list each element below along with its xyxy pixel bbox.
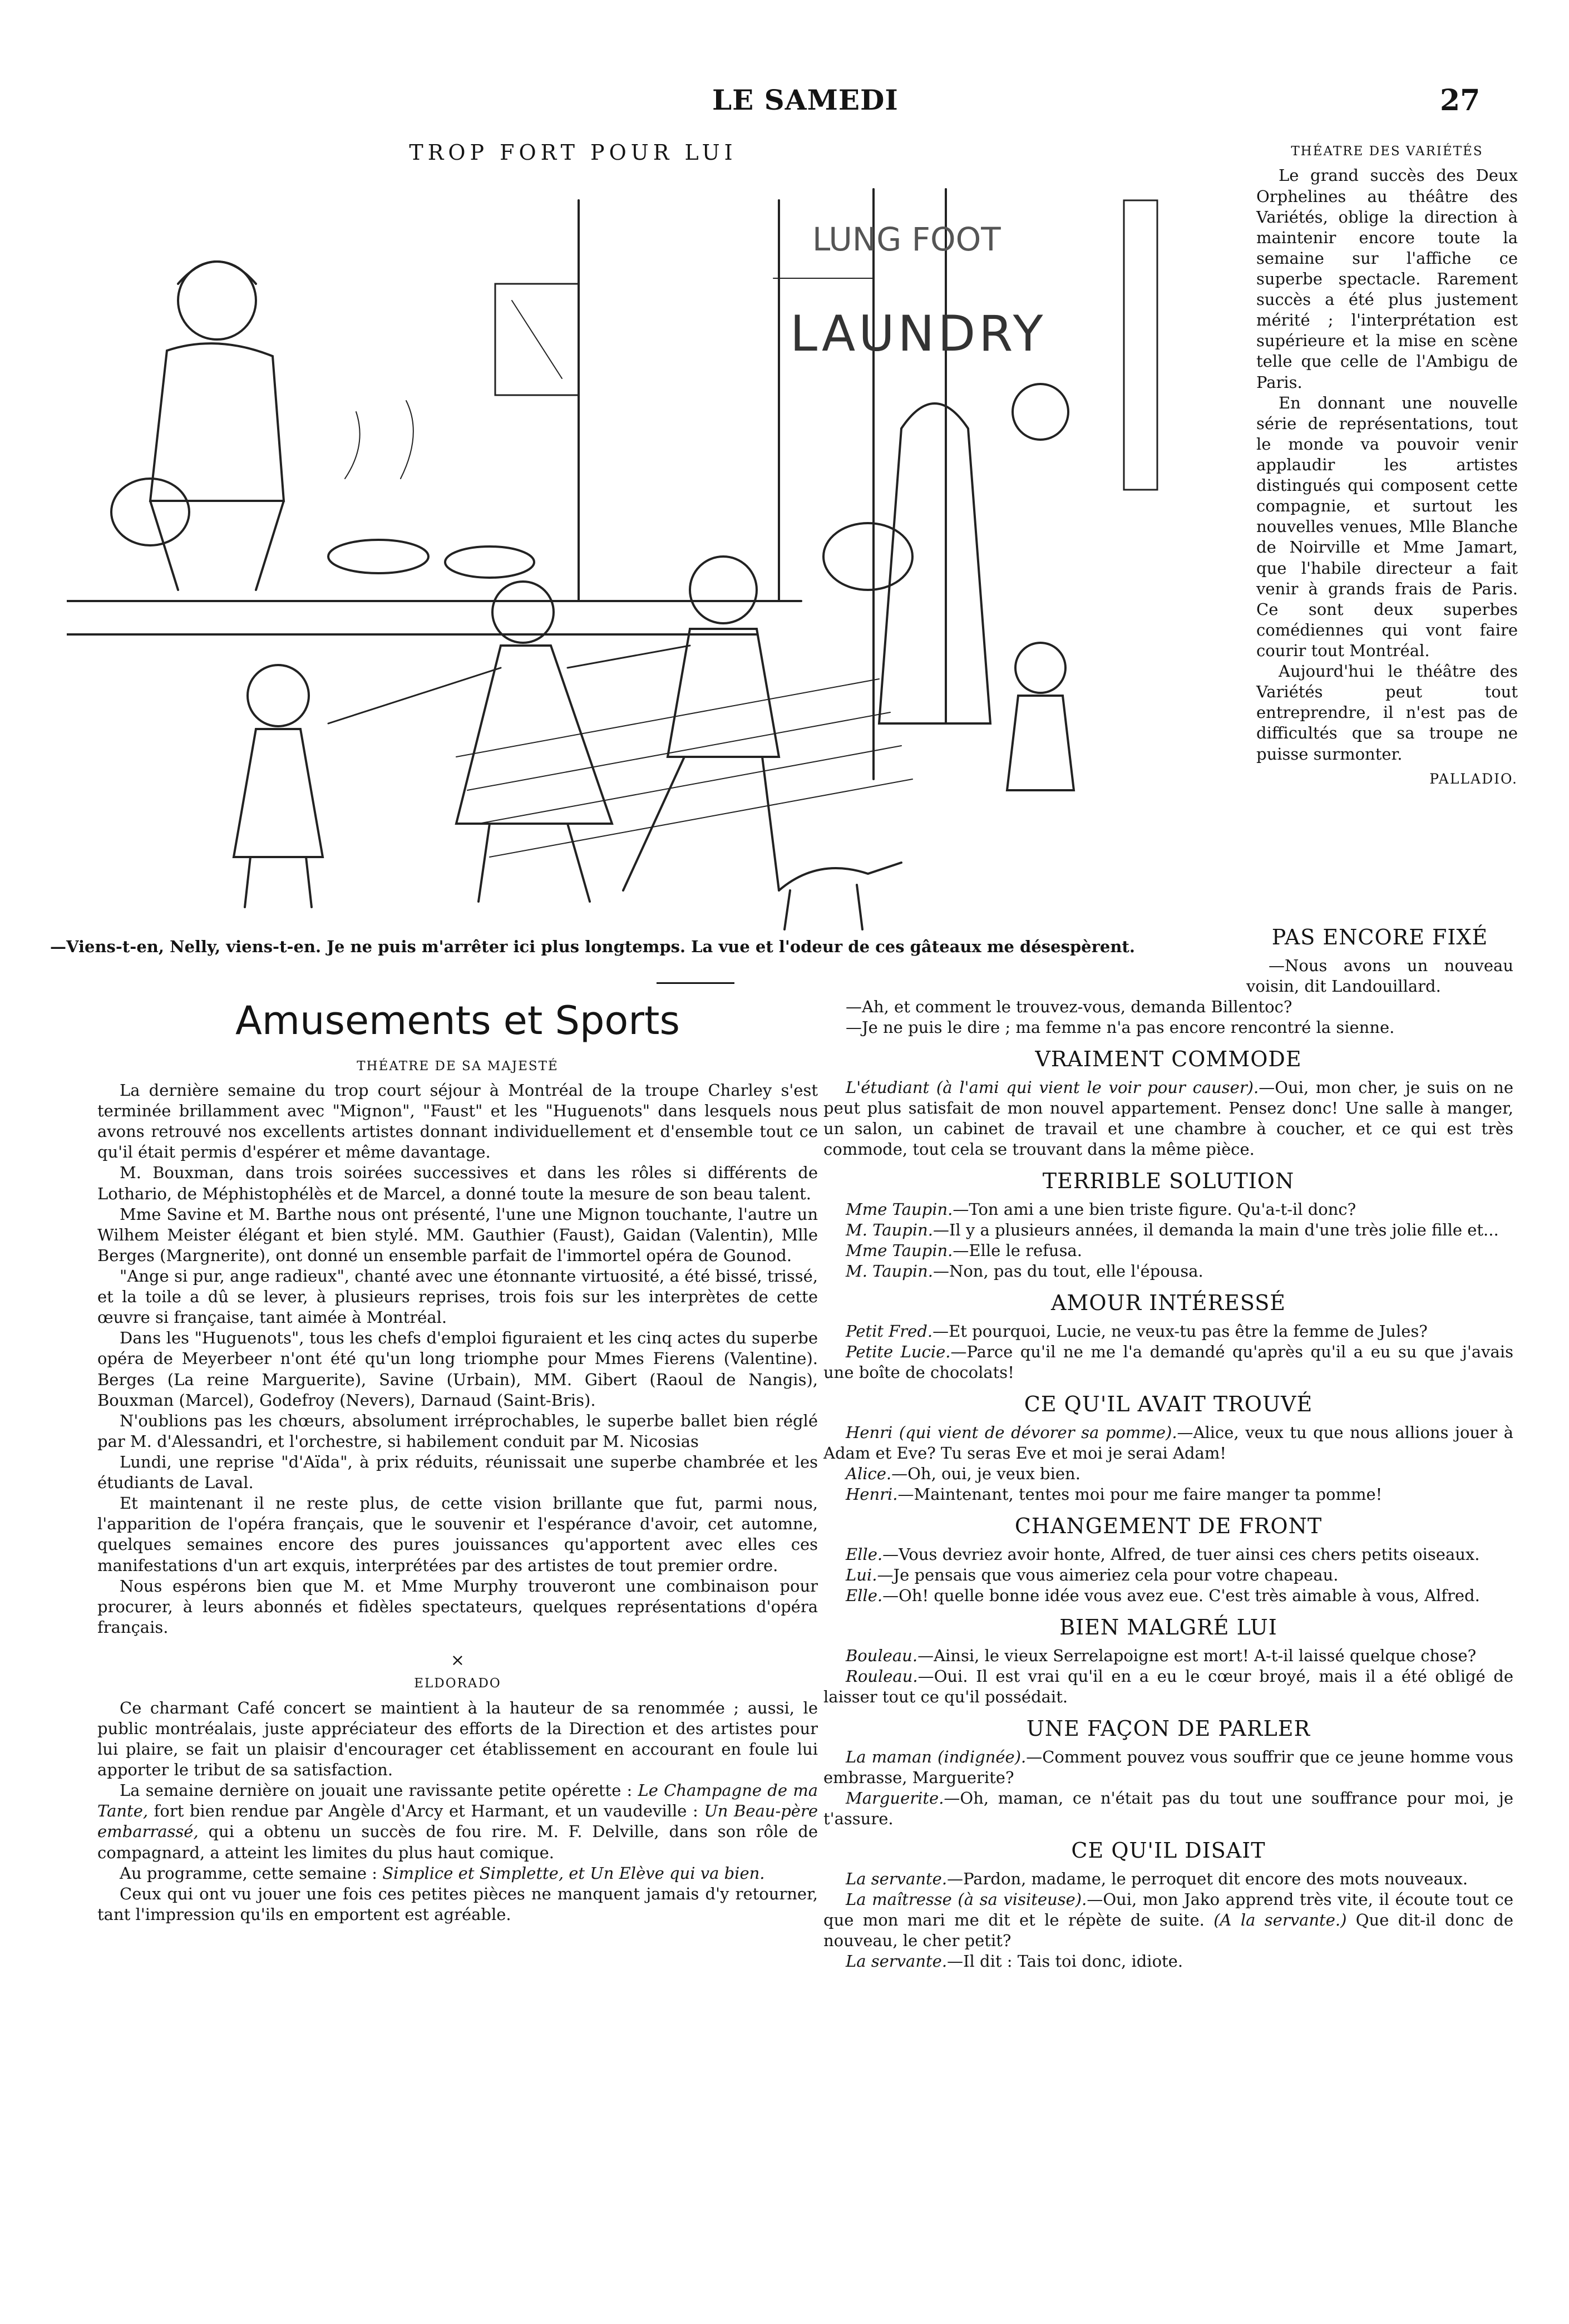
joke-title: BIEN MALGRÉ LUI xyxy=(1059,1615,1277,1640)
joke-line: Elle.—Vous devriez avoir honte, Alfred, de tuer ainsi ces chers petits oiseaux. xyxy=(846,1544,1480,1564)
joke-line: Alice.—Oh, oui, je veux bien. xyxy=(846,1464,1080,1483)
joke-line: —Ah, et comment le trouvez-vous, demanda Billentoc? xyxy=(846,997,1292,1016)
joke-line: Mme Taupin.—Elle le refusa. xyxy=(846,1240,1082,1260)
page-number: 27 xyxy=(1440,83,1481,117)
article-paragraph: Lundi, une reprise "d'Aïda", à prix réduits, réunissait une superbe chambrée et les étudiants de Laval. xyxy=(97,1452,818,1493)
joke-line: La maîtresse (à sa visiteuse).—Oui, mon Jako apprend très vite, il écoute tout ce que mon mari me dit et le répète de suite. (A la servante.) Que dit-il donc de nouveau, le cher petit? xyxy=(823,1889,1514,1951)
varietes-paragraph: En donnant une nouvelle série de représentations, tout le monde va pouvoir venir applaudir les artistes distingués qui composent cette compagnie, et surtout les nouvelles venues, Mlle Blanche de Noirville et Mme Jamart, que l'habile directeur a fait venir à grands frais de Paris. Ce sont deux superbes comédiennes qui vont faire courir tout Montréal. xyxy=(1256,393,1518,660)
joke-line: M. Taupin.—Non, pas du tout, elle l'épousa. xyxy=(846,1262,1203,1281)
joke-line: Bouleau.—Ainsi, le vieux Serrelapoigne est mort! A-t-il laissé quelque chose? xyxy=(846,1646,1477,1665)
joke-line: L'étudiant (à l'ami qui vient le voir pour causer).—Oui, mon cher, je suis on ne peut plus satisfait de mon nouvel appartement. Pensez donc! Une salle à manger, un salon, un cabinet de travail et une chambre à coucher, et ce qui est très commode, tout cela se trouvant dans la même pièce. xyxy=(823,1077,1514,1159)
article-paragraph: Ceux qui ont vu jouer une fois ces petites pièces ne manquent jamais d'y retourner, tant l'impression qu'ils en emportent est agréable. xyxy=(97,1884,818,1924)
divider xyxy=(657,982,734,984)
varietes-paragraph: Aujourd'hui le théâtre des Variétés peut tout entreprendre, il n'est pas de difficultés que sa troupe ne puisse surmonter. xyxy=(1256,662,1518,764)
article-paragraph: Dans les "Huguenots", tous les chefs d'emploi figuraient et les cinq actes du superbe opéra de Meyerbeer n'ont été qu'un long triomphe pour Mmes Fierens (Valentine). Berges (La reine Marguerite), Savine (Urbain), MM. Gibert (Raoul de Nangis), Bouxman (Marcel), Godefroy (Nevers), Darnaud (Saint-Bris). xyxy=(97,1328,818,1410)
article-paragraph: Nous espérons bien que M. et Mme Murphy trouveront une combinaison pour procurer, à leurs abonnés et fidèles spectateurs, quelques représentations d'opéra français. xyxy=(97,1576,818,1637)
joke-line: Petite Lucie.—Parce qu'il ne me l'a demandé qu'après qu'il a eu su que j'avais une boîte de chocolats! xyxy=(823,1342,1513,1382)
article-paragraph: Mme Savine et M. Barthe nous ont présenté, l'une une Mignon touchante, l'autre un Wilhem Meister élégant et bien stylé. MM. Gauthier (Faust), Gaidan (Valentin), Mlle Berges (Margnerite), ont donné un ensemble parfait de l'immortel opéra de Gounod. xyxy=(97,1204,818,1265)
joke-line: Lui.—Je pensais que vous aimeriez cela pour votre chapeau. xyxy=(846,1565,1339,1584)
joke-line: M. Taupin.—Il y a plusieurs années, il demanda la main d'une très jolie fille et... xyxy=(846,1220,1499,1239)
joke-title: CE QU'IL AVAIT TROUVÉ xyxy=(1024,1392,1313,1417)
joke-line: La servante.—Il dit : Tais toi donc, idiote. xyxy=(846,1952,1183,1971)
article-paragraph: "Ange si pur, ange radieux", chanté avec une étonnante virtuosité, a été bissé, trissé, et la toile a dû se lever, à plusieurs reprises, trois fois sur les interprètes de cette œuvre si française, tant aimée à Montréal. xyxy=(97,1267,818,1327)
journal-title: LE SAMEDI xyxy=(712,83,899,116)
article-paragraph: Ce charmant Café concert se maintient à la hauteur de sa renommée ; aussi, le public montréalais, juste appréciateur des efforts de la Direction et des artistes pour lui plaire, se fait un plaisir d'encourager cet établissement en accourant en foule lui apporter le tribut de sa satisfaction. xyxy=(97,1698,818,1780)
sign-lung-foot: LUNG FOOT xyxy=(812,220,1001,258)
amusements-article xyxy=(97,996,818,1925)
varietes-signature: PALLADIO. xyxy=(1429,770,1518,787)
joke-line: Henri (qui vient de dévorer sa pomme).—Alice, veux tu que nous allions jouer à Adam et Eve? Tu seras Eve et moi je serai Adam! xyxy=(823,1422,1513,1463)
joke-line: —Je ne puis le dire ; ma femme n'a pas encore rencontré la sienne. xyxy=(846,1017,1395,1037)
jokes-column xyxy=(823,924,1513,1972)
section-title: Amusements et Sports xyxy=(235,998,680,1043)
joke-line: La servante.—Pardon, madame, le perroquet dit encore des mots nouveaux. xyxy=(846,1869,1468,1888)
joke-title: TERRIBLE SOLUTION xyxy=(1042,1169,1295,1194)
illustration-caption: —Viens-t-en, Nelly, viens-t-en. Je ne puis m'arrêter ici plus longtemps. La vue et l'odeur de ces gâteaux me désespèrent. xyxy=(50,937,1135,956)
article-paragraph: N'oublions pas les chœurs, absolument irréprochables, le superbe ballet bien réglé par M. d'Alessandri, et l'orchestre, si habilement conduit par M. Nicosias xyxy=(97,1411,818,1451)
separator-mark: × xyxy=(450,1650,465,1670)
article-paragraph: Au programme, cette semaine : Simplice et Simplette, et Un Elève qui va bien. xyxy=(120,1863,765,1883)
joke-line: Elle.—Oh! quelle bonne idée vous avez eue. C'est très aimable à vous, Alfred. xyxy=(846,1586,1480,1606)
sign-laundry: LAUNDRY xyxy=(790,305,1047,362)
joke-line: Henri.—Maintenant, tentes moi pour me faire manger ta pomme! xyxy=(846,1485,1383,1504)
varietes-heading: THÉATRE DES VARIÉTÉS xyxy=(1291,144,1483,159)
majeste-heading: THÉATRE DE SA MAJESTÉ xyxy=(357,1058,559,1074)
joke-line: —Nous avons un nouveau voisin, dit Landouillard. xyxy=(1246,956,1513,996)
varietes-paragraph: Le grand succès des Deux Orphelines au théâtre des Variétés, oblige la direction à maintenir encore toute la semaine sur l'affiche ce superbe spectacle. Rarement succès a été plus justement mérité ; l'interprétation est supérieure et la mise en scène telle que celle de l'Ambigu de Paris. xyxy=(1256,166,1518,392)
illustration-title: TROP FORT POUR LUI xyxy=(409,140,737,165)
joke-line: Petit Fred.—Et pourquoi, Lucie, ne veux-tu pas être la femme de Jules? xyxy=(846,1321,1428,1341)
joke-title: UNE FAÇON DE PARLER xyxy=(1026,1716,1311,1741)
joke-line: Rouleau.—Oui. Il est vrai qu'il en a eu le cœur broyé, mais il a été obligé de laisser tout ce qu'il possédait. xyxy=(823,1666,1513,1706)
illustration-laundry-scene xyxy=(67,167,1191,935)
joke-line: La maman (indignée).—Comment pouvez vous souffrir que ce jeune homme vous embrasse, Marguerite? xyxy=(823,1747,1513,1787)
varietes-article xyxy=(1256,144,1518,788)
joke-title: AMOUR INTÉRESSÉ xyxy=(1050,1291,1286,1316)
article-paragraph: M. Bouxman, dans trois soirées successives et dans les rôles si différents de Lothario, de Méphistophélès et de Marcel, a donné toute la mesure de son beau talent. xyxy=(97,1163,818,1203)
article-paragraph: La semaine dernière on jouait une ravissante petite opérette : Le Champagne de ma Tante, fort bien rendue par Angèle d'Arcy et Harmant, et un vaudeville : Un Beau-père embarrassé, qui a obtenu un succès de fou rire. M. F. Delville, dans son rôle de compagnard, a atteint les limites du plus haut comique. xyxy=(97,1781,818,1862)
joke-title: PAS ENCORE FIXÉ xyxy=(1271,925,1488,949)
eldorado-heading: ELDORADO xyxy=(414,1676,501,1691)
joke-line: Mme Taupin.—Ton ami a une bien triste figure. Qu'a-t-il donc? xyxy=(846,1199,1356,1219)
article-paragraph: Et maintenant il ne reste plus, de cette vision brillante que fut, parmi nous, l'apparition de l'opéra français, que le souvenir et l'espérance d'avoir, cet automne, quelques semaines encore des pures jouissances qu'apportent avec elles ces manifestations d'un art exquis, interprétées par des artistes de tout premier ordre. xyxy=(97,1494,818,1575)
joke-line: Marguerite.—Oh, maman, ce n'était pas du tout une souffrance pour moi, je t'assure. xyxy=(823,1788,1513,1829)
joke-title: VRAIMENT COMMODE xyxy=(1035,1047,1302,1072)
joke-title: CHANGEMENT DE FRONT xyxy=(1014,1514,1323,1539)
joke-title: CE QU'IL DISAIT xyxy=(1071,1838,1266,1863)
article-paragraph: La dernière semaine du trop court séjour à Montréal de la troupe Charley s'est terminée brillamment avec "Mignon", "Faust" et les "Huguenots" dans lesquels nous avons retrouvé nos excellents artistes donnant individuellement et d'ensemble tout ce qu'il était permis d'espérer et même davantage. xyxy=(97,1081,818,1162)
